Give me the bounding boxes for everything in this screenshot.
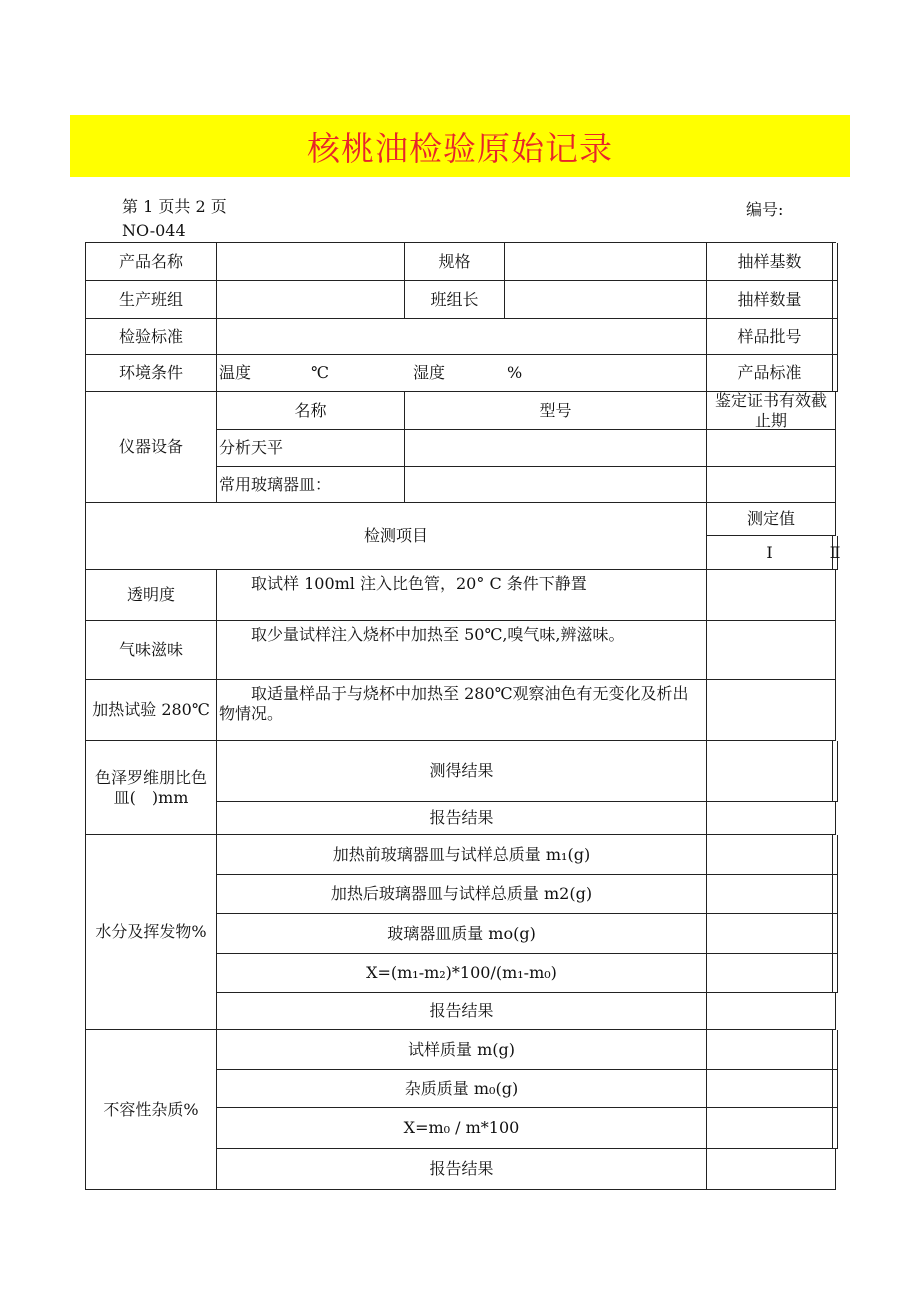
field-moisture-report[interactable] xyxy=(707,993,836,1030)
label-product-std: 产品标准 xyxy=(707,355,833,392)
field-env[interactable] xyxy=(217,355,707,392)
field-impurity-x-2[interactable] xyxy=(833,1108,838,1149)
clarity-method: 取试样 100ml 注入比色管，20° C 条件下静置 xyxy=(217,570,707,621)
field-m0-1[interactable] xyxy=(707,914,833,954)
header-measured: 测定值 xyxy=(707,503,836,536)
header-name: 名称 xyxy=(217,392,405,430)
label-batch: 样品批号 xyxy=(707,319,833,355)
label-moisture: 水分及挥发物% xyxy=(86,835,217,1030)
field-team[interactable] xyxy=(217,281,405,319)
label-odor: 气味滋味 xyxy=(86,621,217,680)
header-col2: Ⅱ xyxy=(833,536,838,570)
field-m0-2[interactable] xyxy=(833,914,838,954)
field-balance-model[interactable] xyxy=(405,430,707,467)
field-m2-1[interactable] xyxy=(707,875,833,914)
temp-unit: ℃ xyxy=(311,363,329,382)
field-sample-mass-2[interactable] xyxy=(833,1030,838,1070)
moisture-m1-label: 加热前玻璃器皿与试样总质量 m₁(g) xyxy=(217,835,707,875)
humidity-unit: % xyxy=(507,363,523,382)
header-col1: Ⅰ xyxy=(707,536,833,570)
header-test-item: 检测项目 xyxy=(86,503,707,570)
instrument-dish: 常用玻璃器皿： xyxy=(217,467,405,503)
label-instrument: 仪器设备 xyxy=(86,392,217,503)
impurity-mass-label: 杂质质量 m₀(g) xyxy=(217,1070,707,1108)
impurity-formula: X=m₀ / m*100 xyxy=(217,1108,707,1149)
field-spec[interactable] xyxy=(505,243,707,281)
field-impurity-mass-2[interactable] xyxy=(833,1070,838,1108)
field-dish-cert[interactable] xyxy=(707,467,836,503)
color-measured-label: 测得结果 xyxy=(217,741,707,802)
moisture-report-label: 报告结果 xyxy=(217,993,707,1030)
label-spec: 规格 xyxy=(405,243,505,281)
moisture-m2-label: 加热后玻璃器皿与试样总质量 m2(g) xyxy=(217,875,707,914)
label-sample-count: 抽样数量 xyxy=(707,281,833,319)
color-report-label: 报告结果 xyxy=(217,802,707,835)
temp-label: 温度 xyxy=(219,363,252,382)
field-color-report[interactable] xyxy=(707,802,836,835)
field-sample-base[interactable] xyxy=(833,243,838,281)
label-product-name: 产品名称 xyxy=(86,243,217,281)
label-clarity: 透明度 xyxy=(86,570,217,621)
title-banner xyxy=(70,115,850,177)
field-impurity-mass-1[interactable] xyxy=(707,1070,833,1108)
label-color: 色泽罗维朋比色皿( )mm xyxy=(86,741,217,835)
field-product-name[interactable] xyxy=(217,243,405,281)
field-impurity-x-1[interactable] xyxy=(707,1108,833,1149)
field-heat[interactable] xyxy=(707,680,836,741)
field-clarity[interactable] xyxy=(707,570,836,621)
impurity-report-label: 报告结果 xyxy=(217,1149,707,1190)
impurity-sample-mass-label: 试样质量 m(g) xyxy=(217,1030,707,1070)
heat-method: 取适量样品于与烧杯中加热至 280℃观察油色有无变化及析出物情况。 xyxy=(217,680,707,741)
header-model: 型号 xyxy=(405,392,707,430)
page-info: 第 1 页共 2 页 xyxy=(122,197,227,216)
instrument-balance: 分析天平 xyxy=(217,430,405,467)
field-moisture-x-1[interactable] xyxy=(707,954,833,993)
field-odor[interactable] xyxy=(707,621,836,680)
odor-method: 取少量试样注入烧杯中加热至 50℃,嗅气味,辨滋味。 xyxy=(217,621,707,680)
label-team: 生产班组 xyxy=(86,281,217,319)
field-sample-count[interactable] xyxy=(833,281,838,319)
field-impurity-report[interactable] xyxy=(707,1149,836,1190)
code-number: NO-044 xyxy=(122,221,186,240)
field-standard[interactable] xyxy=(217,319,707,355)
label-standard: 检验标准 xyxy=(86,319,217,355)
moisture-m0-label: 玻璃器皿质量 mo(g) xyxy=(217,914,707,954)
field-m2-2[interactable] xyxy=(833,875,838,914)
field-sample-mass-1[interactable] xyxy=(707,1030,833,1070)
inspection-table xyxy=(85,242,841,1190)
page-title: 核桃油检验原始记录 xyxy=(307,128,613,168)
field-moisture-x-2[interactable] xyxy=(833,954,838,993)
field-balance-cert[interactable] xyxy=(707,430,836,467)
label-impurity: 不容性杂质% xyxy=(86,1030,217,1190)
humidity-label: 湿度 xyxy=(413,363,446,382)
moisture-formula: X=(m₁-m₂)*100/(m₁-m₀) xyxy=(217,954,707,993)
field-batch[interactable] xyxy=(833,319,838,355)
header-cert: 鉴定证书有效截止期 xyxy=(707,392,836,430)
code-label: 编号: xyxy=(746,200,784,219)
label-sample-base: 抽样基数 xyxy=(707,243,833,281)
label-team-leader: 班组长 xyxy=(405,281,505,319)
field-product-std[interactable] xyxy=(833,355,838,392)
label-heat: 加热试验 280℃ xyxy=(86,680,217,741)
field-color-2[interactable] xyxy=(833,741,838,802)
field-color-1[interactable] xyxy=(707,741,833,802)
field-team-leader[interactable] xyxy=(505,281,707,319)
field-m1-1[interactable] xyxy=(707,835,833,875)
field-dish-model[interactable] xyxy=(405,467,707,503)
label-env: 环境条件 xyxy=(86,355,217,392)
field-m1-2[interactable] xyxy=(833,835,838,875)
